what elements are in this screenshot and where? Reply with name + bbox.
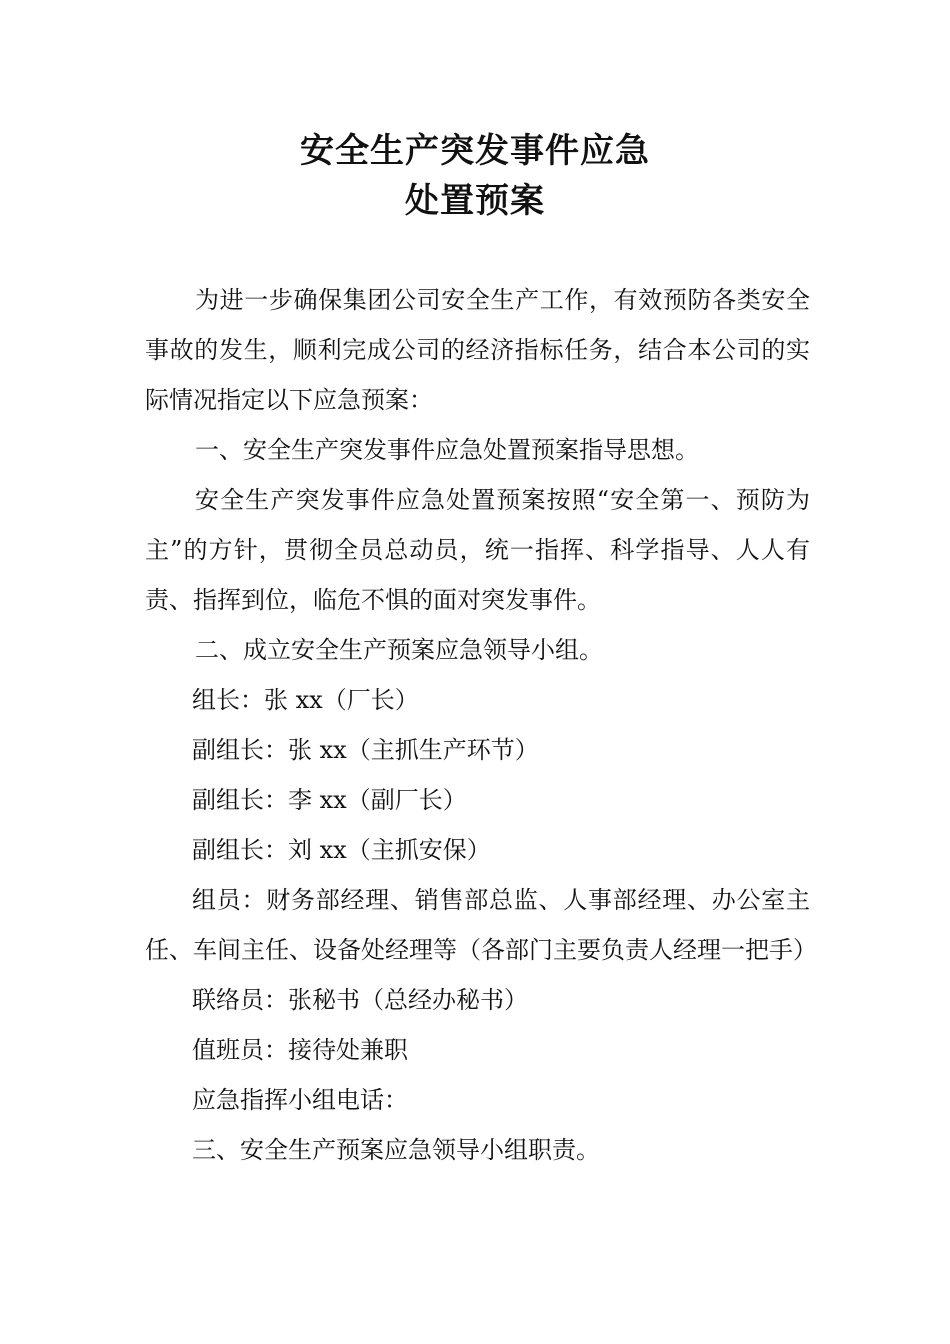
guiding-principle-paragraph: 安全生产突发事件应急处置预案按照“安全第一、预防为主”的方针，贯彻全员总动员，统一指挥、科学指导、人人有责、指挥到位，临危不惧的面对突发事件。 xyxy=(145,486,810,614)
document-body xyxy=(145,275,817,1175)
duty-officer-line: 值班员：接待处兼职 xyxy=(192,1036,408,1064)
emergency-phone-line: 应急指挥小组电话： xyxy=(192,1086,408,1114)
intro-paragraph: 为进一步确保集团公司安全生产工作，有效预防各类安全事故的发生，顺利完成公司的经济指标任务，结合本公司的实际情况指定以下应急预案： xyxy=(145,286,810,414)
title-line-2: 处置预案 xyxy=(405,181,545,221)
deputy-leader-line-3: 副组长：刘 xx（主抓安保） xyxy=(192,836,491,864)
document-title xyxy=(0,126,950,226)
section-heading-3: 三、安全生产预案应急领导小组职责。 xyxy=(192,1136,600,1164)
team-members-paragraph: 组员：财务部经理、销售部总监、人事部经理、办公室主任、车间主任、设备处经理等（各部门主要负责人经理一把手） xyxy=(145,886,817,964)
liaison-line: 联络员：张秘书（总经办秘书） xyxy=(192,986,528,1014)
deputy-leader-line-1: 副组长：张 xx（主抓生产环节） xyxy=(192,736,539,764)
title-line-1: 安全生产突发事件应急 xyxy=(300,131,650,171)
deputy-leader-line-2: 副组长：李 xx（副厂长） xyxy=(192,786,467,814)
team-leader-line: 组长：张 xx（厂长） xyxy=(192,686,419,714)
section-heading-2: 二、成立安全生产预案应急领导小组。 xyxy=(195,636,603,664)
section-heading-1: 一、安全生产突发事件应急处置预案指导思想。 xyxy=(195,436,699,464)
